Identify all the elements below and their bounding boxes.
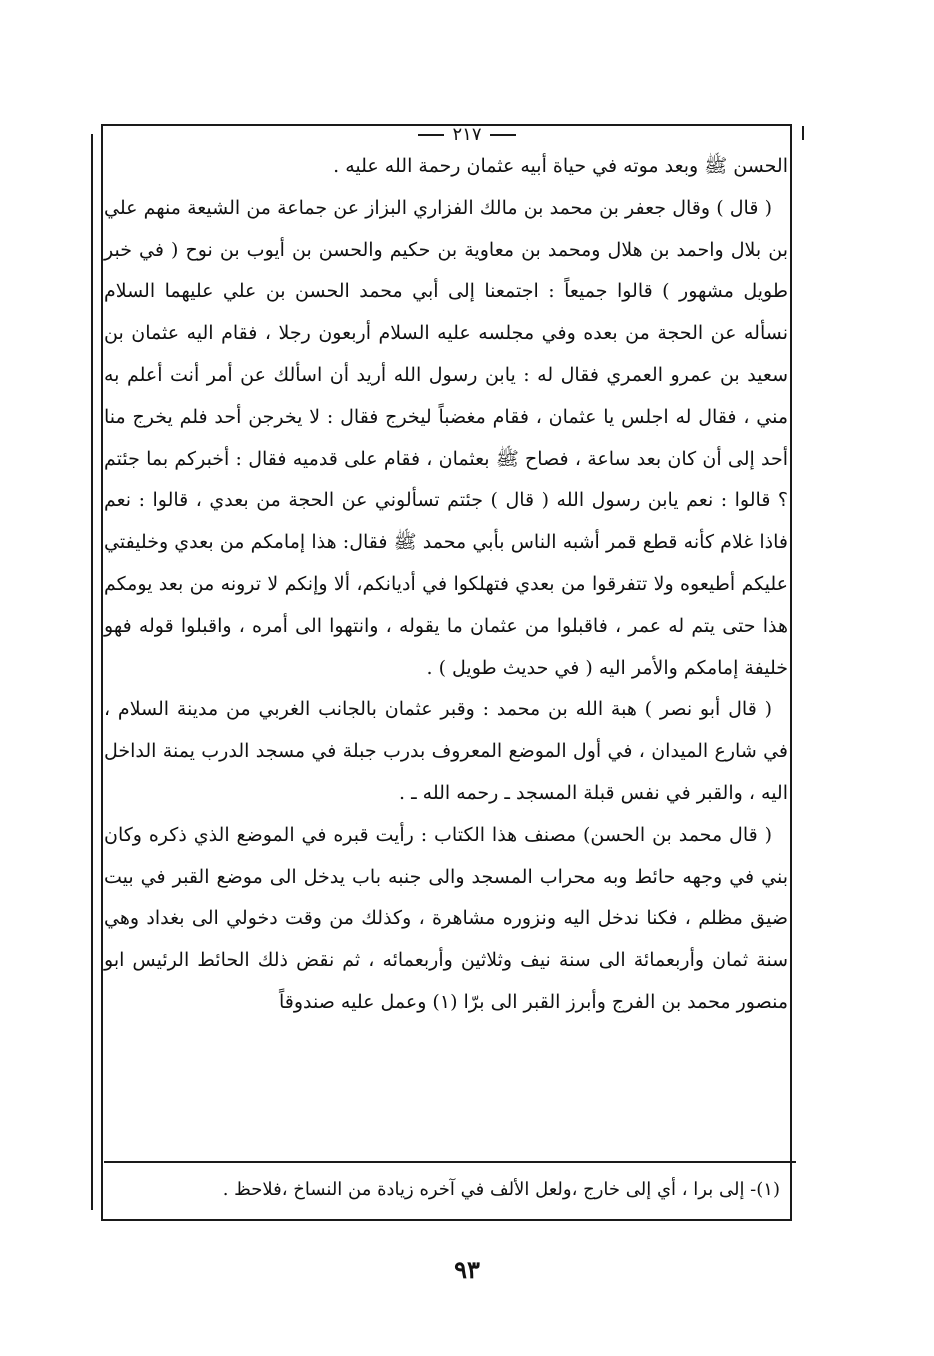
header-dash-right: [490, 134, 516, 136]
page-header: [0, 124, 934, 146]
footnote: (١)- إلى برا ، أي إلى خارج ،ولعل الألف في آخره زيادة من النساخ ،فلاحظ .: [222, 1179, 780, 1200]
header-dash-left: [418, 134, 444, 136]
header-page-label: ٢١٧: [452, 124, 482, 145]
paragraph-3: ( قال أبو نصر ) هبة الله بن محمد : وقبر عثمان بالجانب الغربي من مدينة السلام ، في شارع الميدان ، في أول الموضع المعروف بدرب جبلة في مسجد الدرب يمنة الداخل اليه ، والقبر في نفس قبلة المسجد ـ رحمه الله ـ .: [104, 698, 788, 804]
page-number: ٩٣: [454, 1255, 480, 1284]
paragraph-1: الحسن ﷺ وبعد موته في حياة أبيه عثمان رحمة الله عليه .: [333, 155, 788, 177]
footnote-divider: [104, 1161, 796, 1163]
left-margin-rule: [91, 134, 93, 1210]
paragraph-4: ( قال محمد بن الحسن) مصنف هذا الكتاب : رأيت قبره في الموضع الذي ذكره وكان بني في وجهه حائط وبه محراب المسجد والى جنبه باب يدخل الى موضع القبر في بيت ضيق مظلم ، فكنا ندخل اليه ونزوره مشاهرة ، وكذلك من وقت دخولي الى بغداد وهي سنة ثمان وأربعمائة الى سنة نيف وثلاثين وأربعمائه ، ثم نقض ذلك الحائط الرئيس ابو منصور محمد بن الفرج وأبرز القبر الى برّا (١) وعمل عليه صندوقاً: [104, 823, 788, 1013]
body-text: [104, 146, 788, 1024]
paragraph-2: ( قال ) وقال جعفر بن محمد بن مالك الفزاري البزاز عن جماعة من الشيعة منهم علي بن بلال واحمد بن هلال ومحمد بن معاوية بن حكيم والحسن بن أيوب بن نوح ( في خبر طويل مشهور ) قالوا جميعاً : اجتمعنا إلى أبي محمد الحسن بن علي عليهما السلام نسأله عن الحجة من بعده وفي مجلسه عليه السلام أربعون رجلا ، فقام اليه عثمان بن سعيد بن عمرو العمري فقال له : يابن رسول الله أريد أن اسألك عن أمر أنت أعلم به مني ، فقال له اجلس يا عثمان ، فقام مغضباً ليخرج فقال : لا يخرجن أحد فلم يخرج منا أحد إلى أن كان بعد ساعة ، فصاح ﷺ بعثمان ، فقام على قدميه فقال : أخبركم بما جئتم ؟ قالوا : نعم يابن رسول الله ( قال ) جئتم تسألوني عن الحجة من بعدي ، قالوا : نعم فاذا غلام كأنه قطع قمر أشبه الناس بأبي محمد ﷺ فقال: هذا إمامكم من بعدي وخليفتي عليكم أطيعوه ولا تتفرقوا من بعدي فتهلكوا في أديانكم، ألا وإنكم لا ترونه من بعد يومكم هذا حتى يتم له عمر ، فاقبلوا من عثمان ما يقوله ، وانتهوا الى أمره ، واقبلوا قوله فهو خليفة إمامكم والأمر اليه ( في حديث طويل ) .: [104, 196, 789, 679]
